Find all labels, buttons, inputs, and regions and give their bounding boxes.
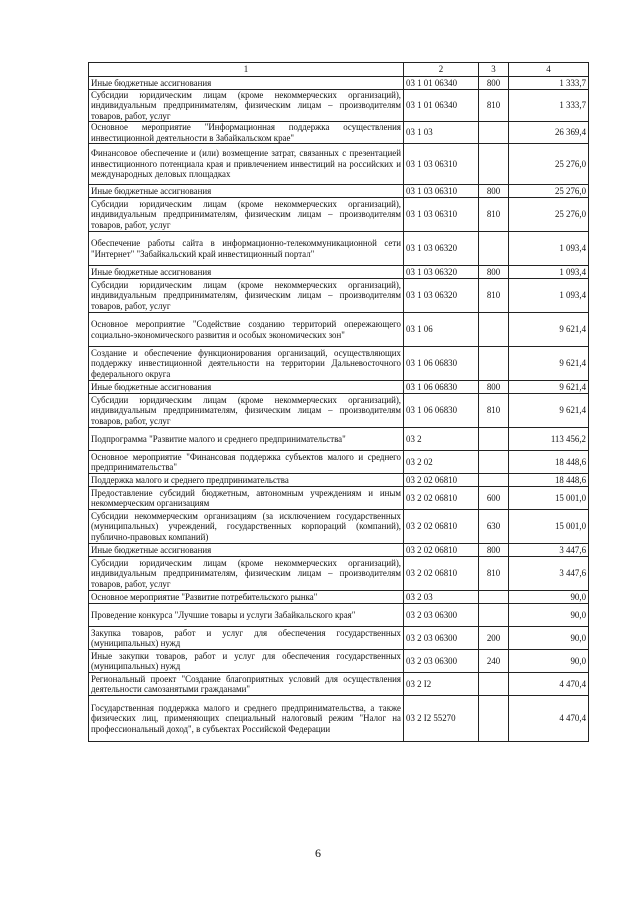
row-name: Основное мероприятие "Развитие потребительского рынка"	[89, 591, 404, 604]
row-code: 03 1 06 06830	[404, 394, 479, 428]
row-amount: 90,0	[509, 604, 589, 627]
table-row	[89, 77, 589, 90]
row-amount: 1 333,7	[509, 77, 589, 90]
row-name: Субсидии юридическим лицам (кроме некоммерческих организаций), индивидуальным предпринимателям, физическим лицам – производителям товаров, работ, услуг	[89, 90, 404, 122]
row-name: Создание и обеспечение функционирования организаций, осуществляющих поддержку инвестиционной деятельности на территории Дальневосточного федерального округа	[89, 347, 404, 381]
row-expense-type	[479, 232, 509, 266]
row-amount: 18 448,6	[509, 474, 589, 487]
table-row	[89, 557, 589, 591]
row-amount: 18 448,6	[509, 451, 589, 474]
row-amount: 1 093,4	[509, 266, 589, 279]
table-row	[89, 381, 589, 394]
row-name: Иные бюджетные ассигнования	[89, 381, 404, 394]
row-name: Иные бюджетные ассигнования	[89, 544, 404, 557]
row-expense-type: 810	[479, 90, 509, 122]
table-row	[89, 696, 589, 742]
row-amount: 1 093,4	[509, 279, 589, 313]
table-row	[89, 394, 589, 428]
row-code: 03 2 03 06300	[404, 650, 479, 673]
row-name: Основное мероприятие "Информационная поддержка осуществления инвестиционной деятельности в Забайкальском крае"	[89, 122, 404, 144]
row-name: Основное мероприятие "Финансовая поддержка субъектов малого и среднего предпринимательства"	[89, 451, 404, 474]
row-amount: 9 621,4	[509, 394, 589, 428]
row-expense-type	[479, 428, 509, 451]
row-amount: 4 470,4	[509, 673, 589, 696]
row-code: 03 2 02 06810	[404, 474, 479, 487]
row-name: Предоставление субсидий бюджетным, автономным учреждениям и иным некоммерческим организациям	[89, 487, 404, 510]
table-row	[89, 591, 589, 604]
table-row	[89, 627, 589, 650]
row-expense-type: 200	[479, 627, 509, 650]
row-expense-type	[479, 591, 509, 604]
table-row	[89, 232, 589, 266]
row-name: Подпрограмма "Развитие малого и среднего предпринимательства"	[89, 428, 404, 451]
row-name: Закупка товаров, работ и услуг для обеспечения государственных (муниципальных) нужд	[89, 627, 404, 650]
row-code: 03 1 03 06320	[404, 266, 479, 279]
row-expense-type	[479, 696, 509, 742]
row-name: Государственная поддержка малого и среднего предпринимательства, а также физических лиц, применяющих специальный налоговый режим "Налог на профессиональный доход", в субъектах Российской Федерации	[89, 696, 404, 742]
row-code: 03 2 03 06300	[404, 627, 479, 650]
row-code: 03 1 03 06310	[404, 198, 479, 232]
row-amount: 3 447,6	[509, 557, 589, 591]
header-col-4: 4	[509, 63, 589, 77]
row-name: Обеспечение работы сайта в информационно-телекоммуникационной сети "Интернет" "Забайкальский край инвестиционный портал"	[89, 232, 404, 266]
header-col-1: 1	[89, 63, 404, 77]
row-name: Субсидии юридическим лицам (кроме некоммерческих организаций), индивидуальным предпринимателям, физическим лицам – производителям товаров, работ, услуг	[89, 394, 404, 428]
row-expense-type: 800	[479, 77, 509, 90]
row-code: 03 2 02 06810	[404, 557, 479, 591]
table-row	[89, 487, 589, 510]
row-expense-type	[479, 673, 509, 696]
row-name: Субсидии некоммерческим организациям (за исключением государственных (муниципальных) учреждений, государственных корпораций (компаний), публично-правовых компаний)	[89, 510, 404, 544]
row-name: Иные бюджетные ассигнования	[89, 266, 404, 279]
row-code: 03 1 03 06320	[404, 232, 479, 266]
row-name: Иные закупки товаров, работ и услуг для обеспечения государственных (муниципальных) нужд	[89, 650, 404, 673]
table-row	[89, 122, 589, 144]
table-row	[89, 185, 589, 198]
table-row	[89, 510, 589, 544]
table-row	[89, 650, 589, 673]
row-amount: 3 447,6	[509, 544, 589, 557]
header-col-3: 3	[479, 63, 509, 77]
row-amount: 9 621,4	[509, 347, 589, 381]
row-code: 03 2 03 06300	[404, 604, 479, 627]
row-expense-type: 800	[479, 266, 509, 279]
table-row	[89, 198, 589, 232]
table-row	[89, 673, 589, 696]
row-expense-type	[479, 474, 509, 487]
header-row	[89, 63, 589, 77]
row-expense-type	[479, 313, 509, 347]
row-code: 03 2 I2 55270	[404, 696, 479, 742]
table-row	[89, 90, 589, 122]
row-amount: 15 001,0	[509, 487, 589, 510]
table-row	[89, 428, 589, 451]
row-name: Финансовое обеспечение и (или) возмещение затрат, связанных с презентацией инвестиционного потенциала края и привлечением инвестиций на российских и международных деловых площадках	[89, 144, 404, 185]
row-code: 03 1 03 06310	[404, 185, 479, 198]
row-expense-type	[479, 144, 509, 185]
header-col-2: 2	[404, 63, 479, 77]
row-name: Субсидии юридическим лицам (кроме некоммерческих организаций), индивидуальным предпринимателям, физическим лицам – производителям товаров, работ, услуг	[89, 557, 404, 591]
row-name: Основное мероприятие "Содействие созданию территорий опережающего социально-экономического развития и особых экономических зон"	[89, 313, 404, 347]
row-code: 03 2 02	[404, 451, 479, 474]
row-code: 03 1 01 06340	[404, 90, 479, 122]
row-amount: 26 369,4	[509, 122, 589, 144]
row-amount: 25 276,0	[509, 198, 589, 232]
row-expense-type: 810	[479, 279, 509, 313]
row-code: 03 1 03 06310	[404, 144, 479, 185]
row-expense-type: 240	[479, 650, 509, 673]
row-expense-type	[479, 122, 509, 144]
table-row	[89, 313, 589, 347]
row-amount: 90,0	[509, 591, 589, 604]
row-code: 03 2 02 06810	[404, 487, 479, 510]
row-code: 03 2 02 06810	[404, 510, 479, 544]
row-amount: 113 456,2	[509, 428, 589, 451]
row-code: 03 1 06 06830	[404, 381, 479, 394]
table-row	[89, 604, 589, 627]
page-number: 6	[315, 846, 321, 860]
row-amount: 9 621,4	[509, 381, 589, 394]
row-name: Субсидии юридическим лицам (кроме некоммерческих организаций), индивидуальным предпринимателям, физическим лицам – производителям товаров, работ, услуг	[89, 279, 404, 313]
row-name: Поддержка малого и среднего предпринимательства	[89, 474, 404, 487]
row-amount: 25 276,0	[509, 144, 589, 185]
row-code: 03 2 02 06810	[404, 544, 479, 557]
table-row	[89, 144, 589, 185]
row-expense-type	[479, 451, 509, 474]
row-code: 03 1 03 06320	[404, 279, 479, 313]
table-row	[89, 451, 589, 474]
table-row	[89, 474, 589, 487]
row-amount: 4 470,4	[509, 696, 589, 742]
row-expense-type: 810	[479, 557, 509, 591]
row-name: Иные бюджетные ассигнования	[89, 185, 404, 198]
table-row	[89, 266, 589, 279]
row-amount: 1 093,4	[509, 232, 589, 266]
row-expense-type: 810	[479, 394, 509, 428]
row-expense-type: 800	[479, 185, 509, 198]
row-code: 03 2	[404, 428, 479, 451]
row-code: 03 1 06 06830	[404, 347, 479, 381]
row-expense-type: 810	[479, 198, 509, 232]
row-amount: 1 333,7	[509, 90, 589, 122]
row-name: Субсидии юридическим лицам (кроме некоммерческих организаций), индивидуальным предпринимателям, физическим лицам – производителям товаров, работ, услуг	[89, 198, 404, 232]
table-row	[89, 544, 589, 557]
row-code: 03 1 06	[404, 313, 479, 347]
row-code: 03 2 I2	[404, 673, 479, 696]
row-name: Иные бюджетные ассигнования	[89, 77, 404, 90]
row-expense-type: 630	[479, 510, 509, 544]
row-code: 03 1 03	[404, 122, 479, 144]
row-expense-type: 800	[479, 544, 509, 557]
table-row	[89, 347, 589, 381]
row-expense-type	[479, 604, 509, 627]
row-expense-type: 800	[479, 381, 509, 394]
row-expense-type: 600	[479, 487, 509, 510]
row-expense-type	[479, 347, 509, 381]
row-amount: 9 621,4	[509, 313, 589, 347]
row-amount: 90,0	[509, 650, 589, 673]
row-amount: 25 276,0	[509, 185, 589, 198]
row-amount: 15 001,0	[509, 510, 589, 544]
table-row	[89, 279, 589, 313]
row-amount: 90,0	[509, 627, 589, 650]
budget-table	[88, 62, 589, 742]
row-name: Проведение конкурса "Лучшие товары и услуги Забайкальского края"	[89, 604, 404, 627]
row-code: 03 1 01 06340	[404, 77, 479, 90]
row-name: Региональный проект "Создание благоприятных условий для осуществления деятельности самозанятыми гражданами"	[89, 673, 404, 696]
row-code: 03 2 03	[404, 591, 479, 604]
